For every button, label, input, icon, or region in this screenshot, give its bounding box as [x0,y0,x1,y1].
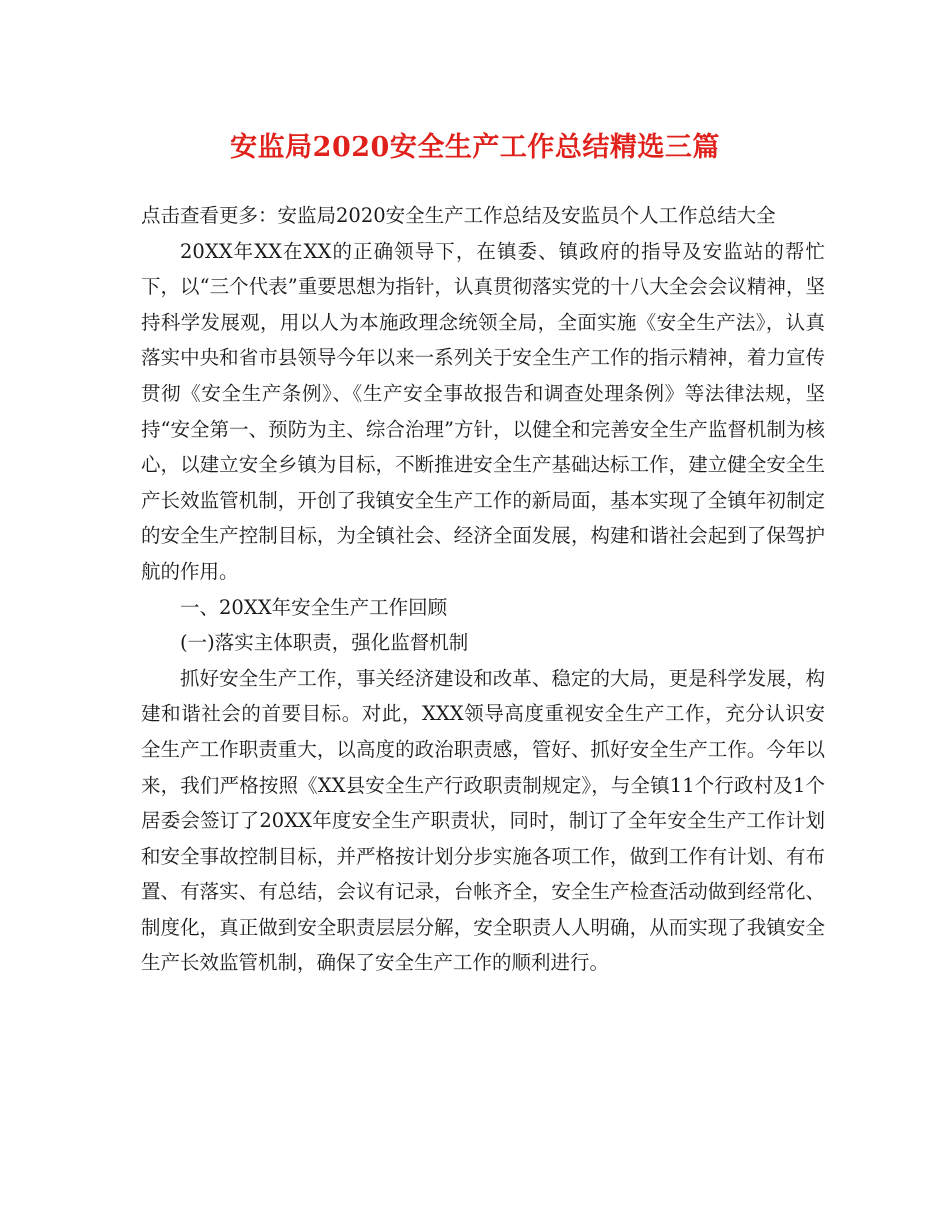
subsection-heading: (一)落实主体职责，强化监督机制 [180,631,469,655]
section-heading: 一、20XX年安全生产工作回顾 [180,595,448,619]
document-title: 安监局2020安全生产工作总结精选三篇 [230,132,720,163]
intro-paragraph: 20XX年XX在XX的正确领导下，在镇委、镇政府的指导及安监站的帮忙下，以“三个代表”重要思想为指针，认真贯彻落实党的十八大全会会议精神，坚持科学发展观，用以人为本施政理念统领全局，全面实施《安全生产法》，认真落实中央和省市县领导今年以来一系列关于安全生产工作的指示精神，着力宣传贯彻《安全生产条例》、《生产安全事故报告和调查处理条例》等法律法规，坚持“安全第一、预防为主、综合治理”方针，以健全和完善安全生产监督机制为核心，以建立安全乡镇为目标，不断推进安全生产基础达标工作，建立健全安全生产长效监管机制，开创了我镇安全生产工作的新局面，基本实现了全镇年初制定的安全生产控制目标，为全镇社会、经济全面发展，构建和谐社会起到了保驾护航的作用。 [141,239,825,583]
body-paragraph: 抓好安全生产工作，事关经济建设和改革、稳定的大局，更是科学发展，构建和谐社会的首要目标。对此，XXX领导高度重视安全生产工作，充分认识安全生产工作职责重大，以高度的政治职责感，管好、抓好安全生产工作。今年以来，我们严格按照《XX县安全生产行政职责制规定》，与全镇11个行政村及1个居委会签订了20XX年度安全生产职责状，同时，制订了全年安全生产工作计划和安全事故控制目标，并严格按计划分步实施各项工作，做到工作有计划、有布置、有落实、有总结，会议有记录，台帐齐全，安全生产检查活动做到经常化、制度化，真正做到安全职责层层分解，安全职责人人明确，从而实现了我镇安全生产长效监管机制，确保了安全生产工作的顺利进行。 [141,666,825,975]
more-link-paragraph: 点击查看更多：安监局2020安全生产工作总结及安监员个人工作总结大全 [141,204,776,227]
document-body [141,198,825,981]
